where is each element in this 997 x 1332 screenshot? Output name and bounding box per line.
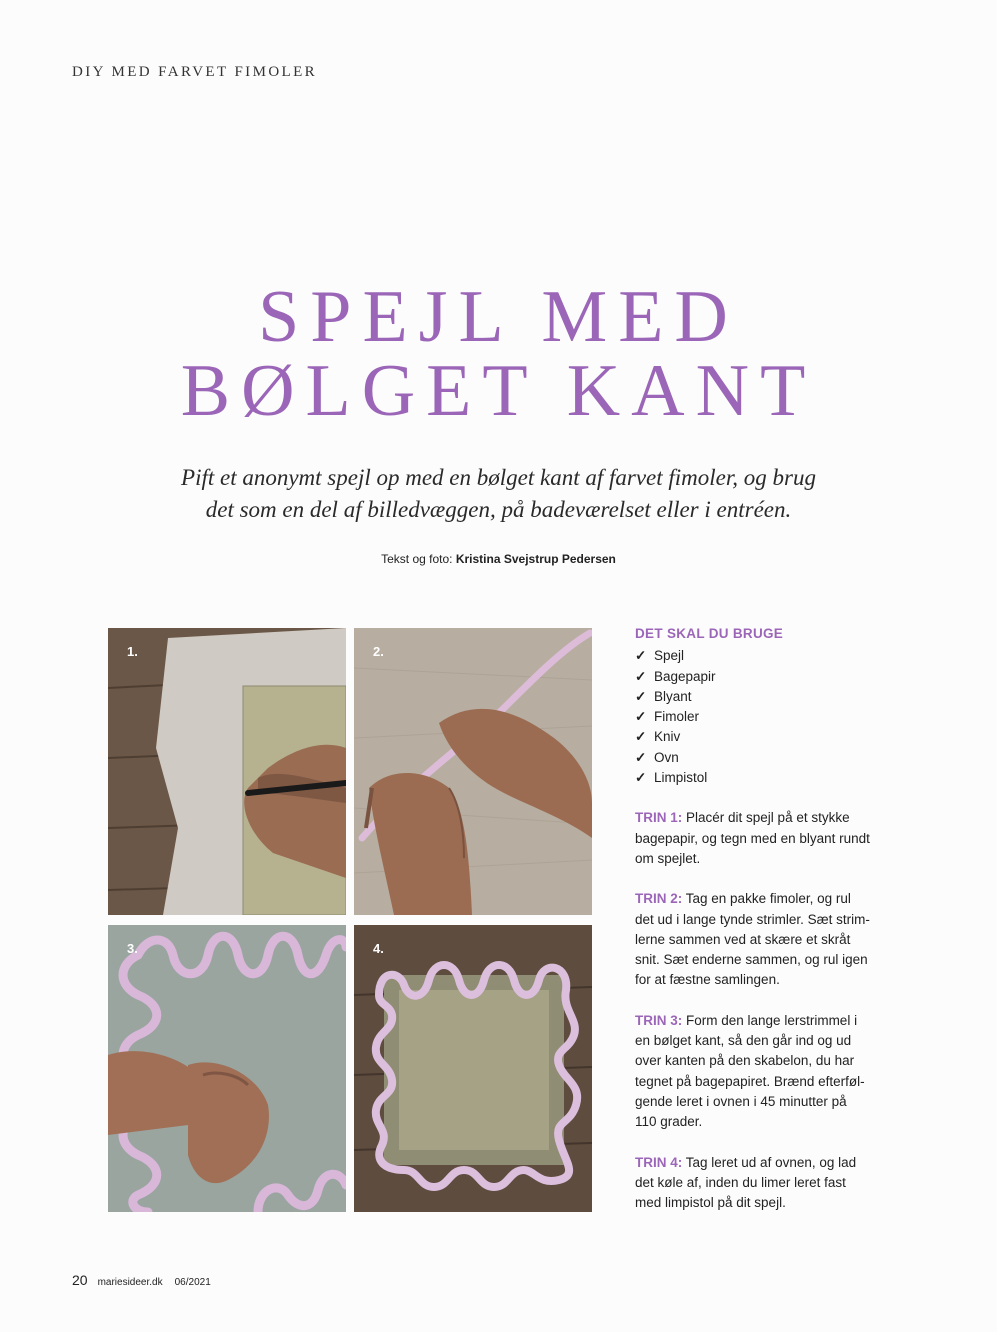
step-3-line-1	[635, 1011, 897, 1031]
step-3-label: TRIN 3:	[635, 1012, 683, 1028]
check-icon: ✓	[635, 688, 647, 704]
step-text: over kanten på den skabelon, du har	[635, 1053, 855, 1069]
step-2-label: TRIN 2:	[635, 891, 683, 907]
photo-step-1-image	[108, 628, 346, 915]
credit-name: Kristina Svejstrup Pedersen	[455, 552, 616, 566]
material-name: Kniv	[654, 729, 681, 745]
list-item	[635, 667, 897, 687]
step-text: det køle af, inden du limer leret fast	[635, 1174, 846, 1190]
step-text: gende leret i ovnen i 45 minutter på	[635, 1093, 847, 1109]
photo-step-1	[108, 628, 346, 915]
list-item	[635, 748, 897, 768]
intro-line-1: Pift et anonymt spejl op med en bølget kant af farvet fimoler, og brug	[181, 465, 816, 490]
step-text: bagepapir, og tegn med en blyant rundt	[635, 830, 870, 846]
step-text: Tag leret ud af ovnen, og lad	[685, 1154, 857, 1170]
step-text: tegnet på bagepapiret. Brænd efterføl-	[635, 1073, 865, 1089]
step-1	[635, 808, 897, 869]
step-text: snit. Sæt enderne sammen, og rul igen	[635, 952, 868, 968]
check-icon: ✓	[635, 749, 647, 765]
material-name: Fimoler	[654, 709, 700, 725]
material-name: Spejl	[654, 648, 685, 664]
step-1-label: TRIN 1:	[635, 810, 683, 826]
photo-step-4-image	[354, 925, 592, 1212]
list-item	[635, 768, 897, 788]
list-item	[635, 727, 897, 747]
step-2	[635, 889, 897, 990]
photo-step-2	[354, 628, 592, 915]
step-text: med limpistol på dit spejl.	[635, 1195, 786, 1211]
step-text: Placér dit spejl på et stykke	[686, 810, 850, 826]
materials-list	[635, 646, 897, 788]
step-4-label: TRIN 4:	[635, 1154, 683, 1170]
list-item	[635, 687, 897, 707]
material-name: Bagepapir	[654, 668, 716, 684]
credit	[0, 552, 997, 566]
step-text: Form den lange lerstrimmel i	[686, 1012, 858, 1028]
step-text: om spejlet.	[635, 850, 701, 866]
step-text: for at fæstne samlingen.	[635, 972, 780, 988]
step-2-line-1	[635, 889, 897, 909]
intro-line-2: det som en del af billedvæggen, på badeværelset eller i entréen.	[205, 497, 792, 522]
page-title	[0, 276, 997, 432]
step-text: 110 grader.	[635, 1114, 703, 1130]
photo-number-4: 4.	[373, 941, 384, 956]
step-3	[635, 1011, 897, 1133]
title-line-2: BØLGET KANT	[180, 350, 817, 432]
check-icon: ✓	[635, 770, 647, 786]
list-item	[635, 707, 897, 727]
step-text: Tag en pakke fimoler, og rul	[685, 891, 851, 907]
material-name: Blyant	[654, 688, 692, 704]
photo-number-1: 1.	[127, 644, 138, 659]
check-icon: ✓	[635, 709, 647, 725]
material-name: Limpistol	[654, 770, 708, 786]
photo-step-2-image	[354, 628, 592, 915]
photo-step-4	[354, 925, 592, 1212]
materials-heading: DET SKAL DU BRUGE	[635, 626, 784, 641]
step-4	[635, 1153, 897, 1214]
step-text: det ud i lange tynde strimler. Sæt strim-	[635, 911, 870, 927]
step-text: en bølget kant, så den går ind og ud	[635, 1033, 852, 1049]
section-label: DIY MED FARVET FIMOLER	[72, 64, 318, 80]
intro-text	[150, 462, 847, 526]
photo-grid	[108, 628, 592, 1212]
instructions-sidebar	[635, 624, 897, 1213]
check-icon: ✓	[635, 648, 647, 664]
page-number: 20	[72, 1272, 88, 1288]
check-icon: ✓	[635, 668, 647, 684]
list-item	[635, 646, 897, 666]
photo-step-3	[108, 925, 346, 1212]
footer-site: mariesideer.dk	[97, 1277, 163, 1288]
credit-label: Tekst og foto:	[381, 552, 456, 566]
page-footer	[72, 1272, 211, 1288]
check-icon: ✓	[635, 729, 647, 745]
step-text: lerne sammen ved at skære et skråt	[635, 931, 851, 947]
photo-step-3-image	[108, 925, 346, 1212]
footer-issue: 06/2021	[174, 1277, 211, 1288]
step-4-line-1	[635, 1153, 897, 1173]
photo-number-2: 2.	[373, 644, 384, 659]
photo-number-3: 3.	[127, 941, 138, 956]
step-1-line-1	[635, 808, 897, 828]
material-name: Ovn	[654, 749, 679, 765]
title-line-1: SPEJL MED	[258, 276, 739, 358]
